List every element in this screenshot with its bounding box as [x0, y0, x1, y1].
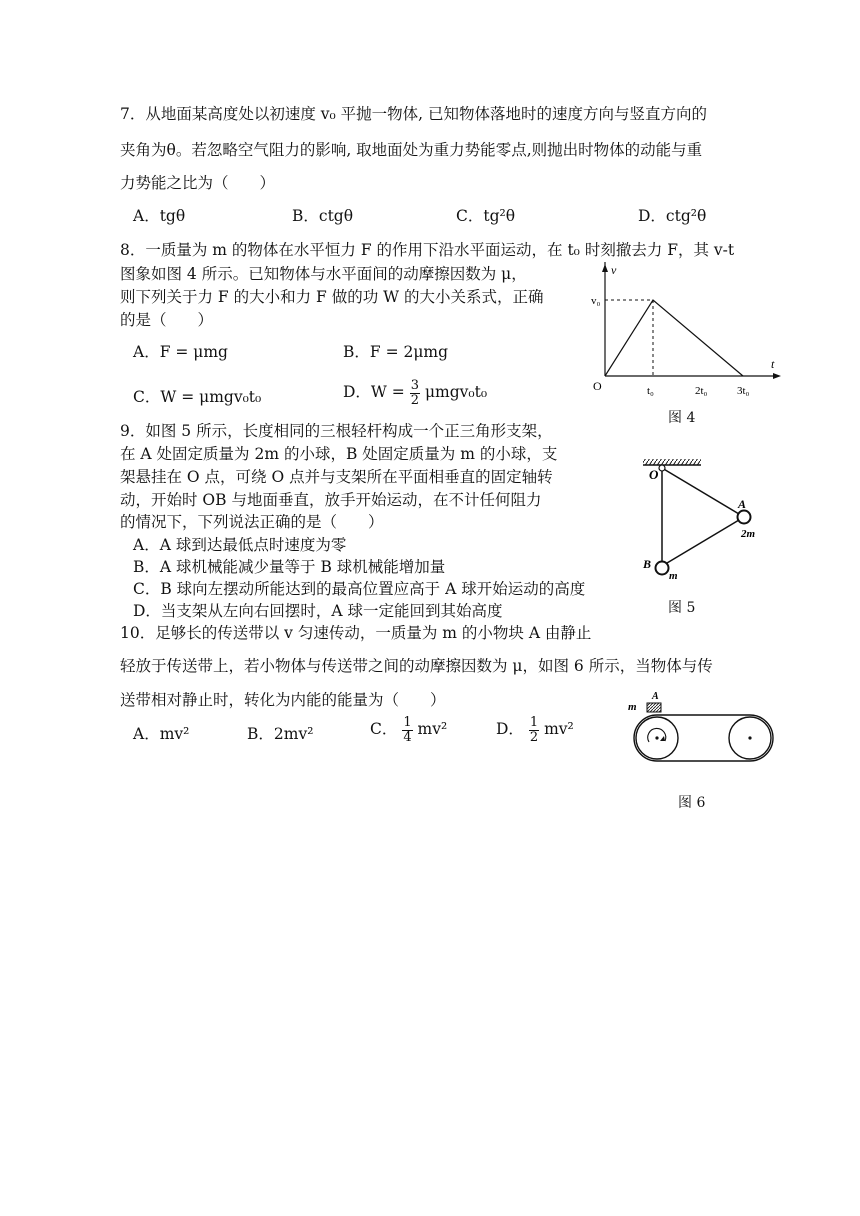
figure-5-caption: 图 5: [668, 600, 696, 616]
ball-a: [738, 511, 751, 524]
q10-option-c-numerator: 1: [403, 715, 412, 730]
q8-option-d: [343, 379, 487, 407]
q7-line-1: 7．从地面某高度处以初速度 v₀ 平抛一物体, 已知物体落地时的速度方向与竖直方向的: [120, 105, 708, 123]
q10-option-d-fraction: [529, 716, 539, 744]
q8-line-4: 的是（ ）: [120, 311, 214, 329]
q8-option-b: B．F = 2μmg: [343, 343, 449, 361]
label-o: O: [649, 467, 659, 482]
q10-option-d: [496, 716, 574, 744]
3t0-tick-label: 3t₀: [737, 385, 750, 397]
drive-axle: [655, 736, 658, 739]
q8-option-d-fraction: [410, 379, 420, 407]
q7-option-c: C．tg²θ: [456, 207, 516, 225]
figure-4-caption: 图 4: [668, 410, 696, 426]
q8-line-2: 图象如图 4 所示。已知物体与水平面间的动摩擦因数为 μ，: [120, 265, 527, 283]
q9-line-5: 的情况下，下列说法正确的是（ ）: [120, 513, 384, 531]
q8-line-3: 则下列关于力 F 的大小和力 F 做的功 W 的大小关系式，正确: [120, 288, 544, 306]
label-a: A: [652, 691, 659, 702]
q8-option-d-denominator: 2: [410, 392, 419, 408]
q9-option-b: B．A 球机械能减少量等于 B 球机械能增加量: [133, 558, 446, 576]
q9-option-d: D．当支架从左向右回摆时，A 球一定能回到其始高度: [133, 602, 503, 620]
q10-option-b: B．2mv²: [247, 725, 314, 743]
q8-option-c: C．W = μmgv₀t₀: [133, 388, 262, 406]
t0-tick-label: t₀: [647, 385, 654, 397]
q7-line-2: 夹角为θ。若忽略空气阻力的影响, 取地面处为重力势能零点,则抛出时物体的动能与重: [120, 141, 703, 159]
figure-4-vt-graph: [585, 262, 785, 412]
q10-option-c-suffix: mv²: [417, 720, 448, 739]
q10-option-c-fraction: [402, 716, 412, 744]
q8-option-d-suffix: μmgv₀t₀: [424, 383, 488, 402]
origin-label: O: [593, 379, 602, 393]
q9-option-a: A．A 球到达最低点时速度为零: [133, 536, 347, 554]
q10-line-1: 10．足够长的传送带以 v 匀速传动，一质量为 m 的小物块 A 由静止: [120, 624, 592, 642]
q7-line-3: 力势能之比为（ ）: [120, 174, 276, 192]
label-a: A: [738, 497, 747, 511]
ceiling-hatch: [643, 459, 701, 465]
q10-option-c-denominator: 4: [403, 729, 412, 745]
q9-line-2: 在 A 处固定质量为 2m 的小球，B 处固定质量为 m 的小球，支: [120, 445, 558, 463]
q8-option-a: A．F = μmg: [133, 343, 228, 361]
ball-b: [656, 562, 669, 575]
label-m: m: [628, 701, 637, 713]
q7-option-d: D．ctg²θ: [638, 207, 707, 225]
q10-option-a: A．mv²: [133, 725, 190, 743]
q9-option-c: C．B 球向左摆动所能达到的最高位置应高于 A 球开始运动的高度: [133, 580, 586, 598]
q10-option-d-numerator: 1: [529, 715, 539, 730]
label-b: B: [643, 557, 652, 571]
q9-line-1: 9．如图 5 所示，长度相同的三根轻杆构成一个正三角形支架，: [120, 422, 553, 440]
block-a: [647, 703, 661, 712]
label-m: m: [669, 570, 678, 582]
q10-option-c-prefix: C．: [370, 720, 398, 739]
q7-option-b: B．ctgθ: [292, 207, 354, 225]
q8-line-1: 8．一质量为 m 的物体在水平恒力 F 的作用下沿水平面运动，在 t₀ 时刻撤去力 F，其 v-t: [120, 241, 735, 259]
q8-option-d-numerator: 3: [410, 378, 419, 393]
v0-label: v₀: [591, 295, 601, 307]
figure-6-conveyor-belt: [620, 688, 780, 778]
pivot-o: [659, 465, 665, 471]
axis-t-label: t: [771, 357, 775, 371]
2t0-tick-label: 2t₀: [695, 385, 708, 397]
q10-line-2: 轻放于传送带上，若小物体与传送带之间的动摩擦因数为 μ，如图 6 所示，当物体与传: [120, 657, 713, 675]
q8-option-d-prefix: D．W =: [343, 383, 405, 402]
q10-option-d-denominator: 2: [529, 729, 539, 745]
q10-option-c: [370, 716, 447, 744]
axis-v-label: v: [611, 263, 617, 277]
q10-option-d-prefix: D．: [496, 720, 524, 739]
label-2m: 2m: [741, 528, 756, 540]
idler-axle: [748, 736, 751, 739]
t-axis-arrow-icon: [773, 373, 781, 379]
figure-6-caption: 图 6: [678, 795, 706, 811]
q7-option-a: A．tgθ: [133, 207, 186, 225]
q10-line-3: 送带相对静止时，转化为内能的能量为（ ）: [120, 691, 446, 709]
velocity-curve: [605, 300, 743, 376]
figure-5-triangle-frame: [640, 455, 770, 585]
rod-ab: [662, 517, 744, 566]
v-axis-arrow-icon: [602, 264, 608, 272]
rod-oa: [662, 468, 747, 517]
q9-line-4: 动，开始时 OB 与地面垂直，放手开始运动，在不计任何阻力: [120, 491, 542, 509]
q9-line-3: 架悬挂在 O 点，可绕 O 点并与支架所在平面相垂直的固定轴转: [120, 468, 553, 486]
q10-option-d-suffix: mv²: [544, 720, 574, 739]
